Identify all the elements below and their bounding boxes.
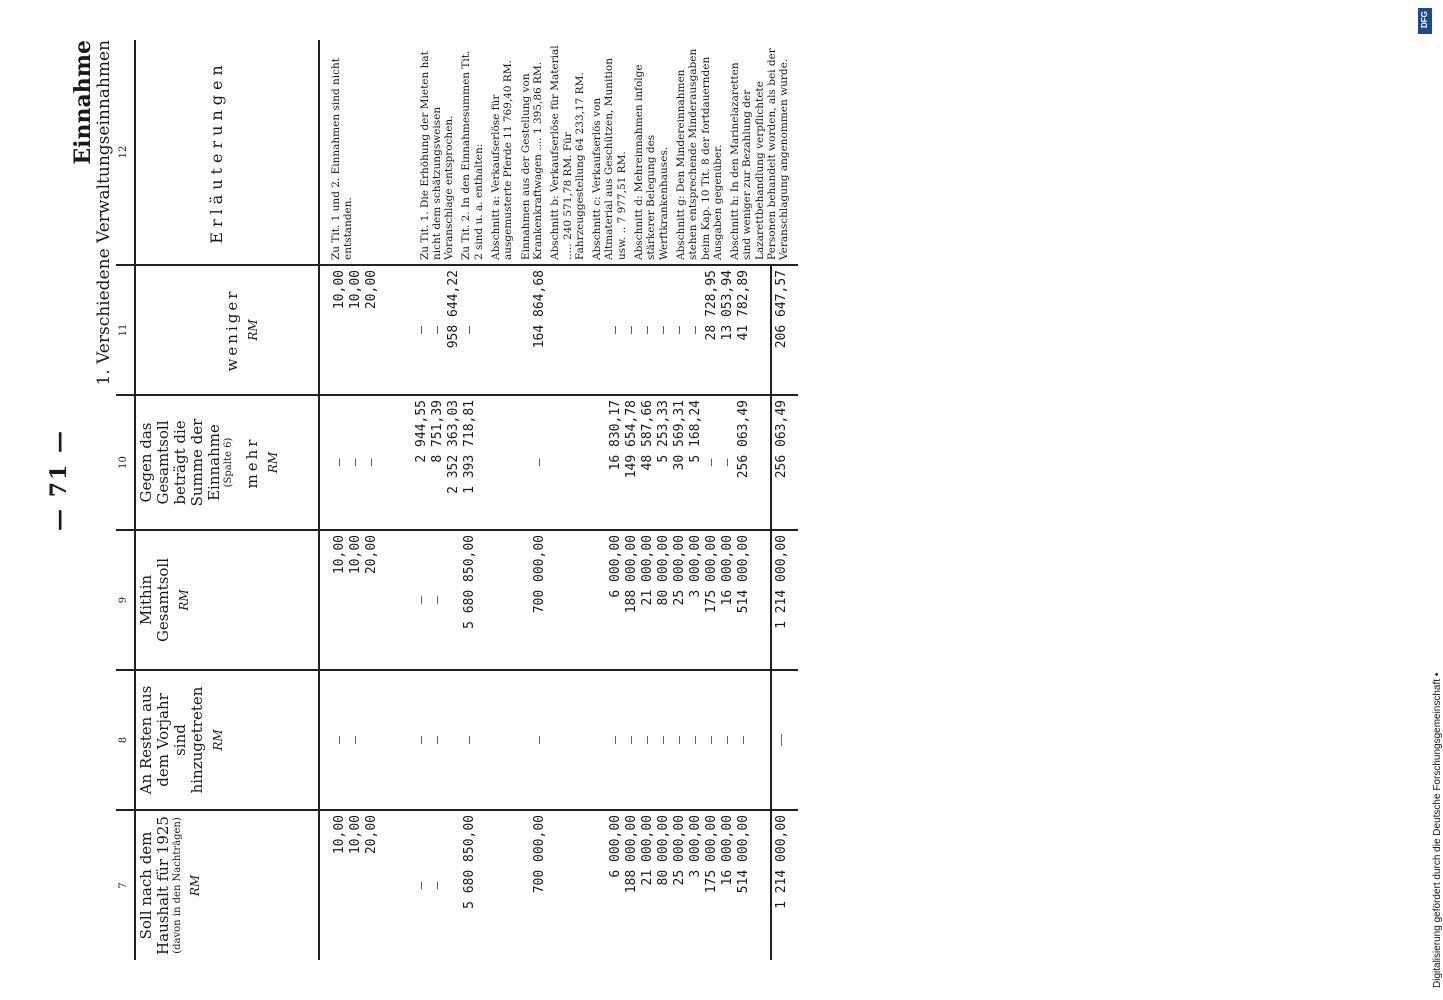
value-cell: 10,00 [332, 815, 347, 855]
value-cell: — [462, 736, 477, 744]
unit-label: RM [177, 589, 191, 611]
header-label: Gegen das Gesamtsoll beträgt die Summe der Einnahme [137, 418, 223, 507]
notes-column [319, 40, 798, 265]
header-weniger [135, 265, 319, 395]
value-cell: — [672, 736, 687, 744]
value-cell: — [720, 736, 735, 744]
col-number: 8 [116, 670, 135, 810]
value-cell: — [414, 881, 429, 890]
value-cell: 25 000,00 [672, 815, 687, 886]
value-cell: 2 944,55 [414, 400, 429, 463]
value-cell: — [348, 736, 363, 744]
value-cell: — [704, 736, 719, 744]
total-soll: 1 214 000,00 [771, 810, 798, 960]
value-cell: 20,00 [364, 270, 379, 310]
value-cell: 28 728,95 [704, 270, 719, 341]
total-weniger: 206 647,57 [771, 265, 798, 395]
value-cell: 6 000,00 [608, 815, 623, 878]
value-cell: — [608, 326, 623, 334]
value-cell: 958 644,22 [446, 270, 461, 349]
section-title: 1. Verschiedene Verwaltungseinnahmen [94, 40, 114, 386]
note: Abschnitt b: Verkaufserlöse für Material ..... 240 571,78 RM. Für Fahrzeuggestellung 64 233,17 RM. [549, 45, 586, 260]
page-number: — 71 — [46, 429, 72, 531]
rotated-page [40, 40, 1340, 960]
value-cell: — [414, 736, 429, 744]
unit-label: RM [211, 729, 225, 751]
header-gesamt [135, 530, 319, 670]
value-cell: 5 253,33 [656, 400, 671, 463]
value-cell: — [624, 326, 639, 334]
note: Abschnitt h: In den Marinelazaretten sind weniger zur Bezahlung der Lazarettbehandlung verpflichtete Personen behandelt worden, als bei der Veranschlagung angenommen wurde. [729, 48, 791, 260]
value-cell: — [430, 326, 445, 334]
value-cell: 5 680 850,00 [462, 815, 477, 909]
header-sub: (Spalte 6) [223, 437, 234, 488]
header-label: Mithin Gesamtsoll [137, 557, 172, 643]
value-cell: 10,00 [332, 270, 347, 310]
value-cell: 8 751,39 [430, 400, 445, 463]
column-soll-values [319, 810, 771, 960]
value-cell: 6 000,00 [608, 535, 623, 598]
value-cell: 16 830,17 [608, 400, 623, 471]
value-cell: — [414, 596, 429, 604]
column-reste-values [319, 670, 771, 810]
value-cell: 700 000,00 [532, 535, 547, 614]
value-cell: 3 000,00 [688, 535, 703, 598]
value-cell: 13 053,94 [720, 270, 735, 341]
column-gesamt-values [319, 530, 771, 670]
total-mehr: 256 063,49 [771, 395, 798, 530]
note: Abschnitt c: Verkaufserlös von Altmaterial aus Geschützen, Munition usw. .. 7 977,51 RM. [591, 58, 628, 260]
total-reste: — [771, 670, 798, 810]
value-cell: 10,00 [332, 535, 347, 575]
header-erlaeuterungen [135, 40, 319, 265]
value-cell: 188 000,00 [624, 535, 639, 614]
value-cell: — [532, 736, 547, 744]
col-number: 7 [116, 810, 135, 960]
value-cell: 175 000,00 [704, 815, 719, 894]
value-cell: — [624, 736, 639, 744]
weniger-label: weniger [223, 288, 241, 372]
value-cell: 16 000,00 [720, 815, 735, 886]
value-cell: — [736, 736, 751, 744]
mehr-label: mehr [243, 436, 261, 489]
header-mehr [135, 395, 319, 530]
value-cell [446, 535, 462, 665]
value-cell: 80 000,00 [656, 535, 671, 606]
unit-label: RM [188, 874, 202, 897]
value-cell: — [332, 458, 347, 467]
col-number: 11 [116, 265, 135, 395]
value-cell: 5 680 850,00 [462, 535, 477, 629]
value-cell: 16 000,00 [720, 535, 735, 606]
value-cell: 10,00 [348, 535, 363, 575]
value-cell: — [462, 326, 477, 334]
value-cell: — [532, 458, 547, 467]
value-cell: 1 393 718,81 [462, 400, 477, 494]
value-cell: 149 654,78 [624, 400, 639, 479]
value-cell: — [688, 326, 703, 334]
note: Abschnitt g: Den Mindereinnahmen stehen entsprechende Minderausgaben beim Kap. 10 Tit. 8 der fortdauernden Ausgaben gegenüber. [674, 48, 724, 260]
value-cell: 188 000,00 [624, 815, 639, 894]
value-cell: — [640, 736, 655, 744]
col-number: 9 [116, 530, 135, 670]
value-cell: — [430, 881, 445, 890]
value-cell: 30 569,31 [672, 400, 687, 471]
budget-table [116, 40, 798, 960]
value-cell: 175 000,00 [704, 535, 719, 614]
value-cell: 25 000,00 [672, 535, 687, 606]
value-cell: 20,00 [364, 815, 379, 855]
value-cell: 21 000,00 [640, 535, 655, 606]
header-label: An Resten aus dem Vorjahr sind hinzugetreten [137, 685, 206, 795]
value-cell: 80 000,00 [656, 815, 671, 886]
unit-label: RM [246, 319, 260, 341]
col-number: 12 [116, 40, 135, 265]
value-cell: 2 352 363,03 [446, 400, 461, 494]
value-cell: — [704, 458, 719, 467]
value-cell: 5 168,24 [688, 400, 703, 463]
value-cell: 21 000,00 [640, 815, 655, 886]
value-cell: — [656, 736, 671, 744]
value-cell: 20,00 [364, 535, 379, 575]
digitization-credit [1418, 8, 1443, 992]
value-cell: — [656, 326, 671, 334]
total-gesamt: 1 214 000,00 [771, 530, 798, 670]
value-cell: — [348, 458, 363, 467]
note: Einnahmen aus der Gestellung von Krankenkraftwagen .... 1 395,86 RM. [519, 61, 544, 260]
page-heading: Einnahme [70, 40, 96, 165]
note: Abschnitt a: Verkaufserlöse für ausgemusterte Pferde 11 769,40 RM. [490, 60, 515, 260]
header-label: Erläuterungen [207, 60, 226, 244]
value-cell [364, 675, 380, 805]
value-cell: 48 587,66 [640, 400, 655, 471]
header-soll [135, 810, 319, 960]
col-number: 10 [116, 395, 135, 530]
header-label: Soll nach dem Haushalt für 1925 [137, 816, 172, 955]
header-reste [135, 670, 319, 810]
note: Zu Tit. 1 und 2. Einnahmen sind nicht entstanden. [330, 57, 355, 260]
value-cell: — [640, 326, 655, 334]
value-cell: — [430, 736, 445, 744]
value-cell: — [720, 458, 735, 467]
value-cell: — [672, 326, 687, 334]
value-cell: 41 782,89 [736, 270, 751, 341]
value-cell: 164 864,68 [532, 270, 547, 349]
column-weniger-values [319, 265, 771, 395]
credit-text: Digitalisierung gefördert durch die Deutsche Forschungsgemeinschaft • [1432, 672, 1443, 988]
value-cell: — [608, 736, 623, 744]
value-cell: 256 063,49 [736, 400, 751, 479]
value-cell: 10,00 [348, 815, 363, 855]
value-cell [446, 815, 462, 956]
value-cell: — [332, 736, 347, 744]
value-cell: 3 000,00 [688, 815, 703, 878]
value-cell: 514 000,00 [736, 815, 751, 894]
note: Abschnitt d: Mehreinnahmen infolge stärkerer Belegung des Werftkrankenhauses. [633, 64, 670, 260]
note: Zu Tit. 2. In den Einnahmesummen Tit. 2 sind u. a. enthalten: [460, 50, 485, 260]
value-cell: — [364, 458, 379, 467]
value-cell: — [688, 736, 703, 744]
value-cell [446, 675, 462, 805]
dfg-logo-text: DFG [1420, 11, 1429, 28]
value-cell: 10,00 [348, 270, 363, 310]
value-cell: 514 000,00 [736, 535, 751, 614]
note: Zu Tit. 1. Die Erhöhung der Mieten hat nicht dem schätzungsweisen Voranschlage entsprochen. [418, 51, 456, 260]
column-mehr-values [319, 395, 771, 530]
value-cell: 700 000,00 [532, 815, 547, 894]
header-sub: (davon in den Nachträgen) [172, 817, 183, 954]
value-cell: — [414, 326, 429, 334]
unit-label: RM [266, 451, 280, 474]
value-cell: — [430, 596, 445, 604]
